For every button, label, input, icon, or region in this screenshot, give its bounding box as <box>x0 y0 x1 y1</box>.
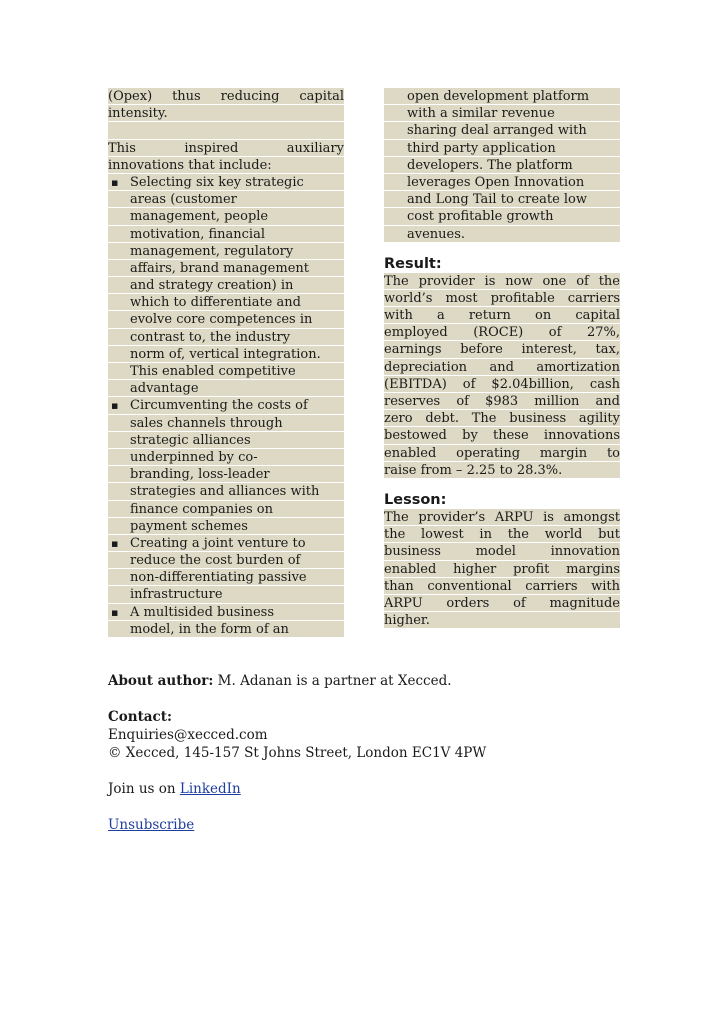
linkedin-link[interactable]: LinkedIn <box>179 781 241 797</box>
text-line: ARPU orders of magnitude <box>384 595 620 611</box>
contact-email: Enquiries@xecced.com <box>108 727 268 743</box>
text-line: enabled higher profit margins <box>384 561 620 577</box>
text-line: avenues. <box>384 226 620 243</box>
left-column <box>108 88 344 638</box>
text-line: depreciation and amortization <box>384 359 620 375</box>
text-line: underpinned by co- <box>108 449 344 466</box>
text-line: strategies and alliances with <box>108 483 344 500</box>
text-line: areas (customer <box>108 191 344 208</box>
bullet-square-icon: ▪ <box>111 175 119 189</box>
text-line: Selecting six key strategic <box>130 174 304 190</box>
bullet-item <box>108 604 344 621</box>
text-line: business model innovation <box>384 544 620 560</box>
text-line: This inspired auxiliary <box>108 140 344 156</box>
right-column <box>384 88 620 629</box>
text-line: and Long Tail to create low <box>384 191 620 208</box>
text-line: third party application <box>384 140 620 157</box>
text-line: zero debt. The business agility <box>384 411 620 427</box>
text-line: developers. The platform <box>384 157 620 174</box>
text-line: management, regulatory <box>108 243 344 260</box>
bullet-item <box>108 397 344 414</box>
text-line: the lowest in the world but <box>384 527 620 543</box>
text-line: with a similar revenue <box>384 105 620 122</box>
text-line: innovations that include: <box>108 157 344 174</box>
unsubscribe-link[interactable]: Unsubscribe <box>108 817 195 833</box>
about-text: M. Adanan is a partner at Xecced. <box>213 673 452 689</box>
result-heading: Result: <box>384 253 620 273</box>
text-line: The provider’s ARPU is amongst <box>384 509 620 525</box>
text-line: reserves of $983 million and <box>384 394 620 409</box>
blank-line <box>108 122 344 139</box>
address: © Xecced, 145-157 St Johns Street, London EC1V 4PW <box>108 745 487 761</box>
text-line: with a return on capital <box>384 308 620 324</box>
text-line: raise from – 2.25 to 28.3%. <box>384 462 620 479</box>
footer <box>108 672 628 834</box>
text-line: non-differentiating passive <box>108 569 344 586</box>
text-line: advantage <box>108 380 344 397</box>
text-line: than conventional carriers with <box>384 578 620 594</box>
bullet-item <box>108 174 344 191</box>
text-line: intensity. <box>108 105 344 122</box>
about-author <box>108 672 628 690</box>
text-line: norm of, vertical integration. <box>108 346 344 363</box>
text-line: (EBITDA) of $2.04billion, cash <box>384 376 620 392</box>
join-text: Join us on <box>108 781 180 797</box>
text-line: affairs, brand management <box>108 260 344 277</box>
text-line: evolve core competences in <box>108 311 344 328</box>
bullet-square-icon: ▪ <box>111 605 119 619</box>
join-line <box>108 780 628 798</box>
text-line: branding, loss-leader <box>108 466 344 483</box>
about-label: About author: <box>108 673 214 689</box>
text-line: earnings before interest, tax, <box>384 342 620 358</box>
text-line: (Opex) thus reducing capital <box>108 89 344 104</box>
text-line: infrastructure <box>108 586 344 603</box>
contact-label: Contact: <box>108 709 172 725</box>
text-line: world’s most profitable carriers <box>384 290 620 306</box>
text-line: The provider is now one of the <box>384 273 620 289</box>
text-line: payment schemes <box>108 518 344 535</box>
text-line: Circumventing the costs of <box>130 398 308 414</box>
text-line: higher. <box>384 612 620 629</box>
text-line: sharing deal arranged with <box>384 122 620 139</box>
text-line: model, in the form of an <box>108 621 344 638</box>
text-line: A multisided business <box>130 604 274 620</box>
lesson-heading: Lesson: <box>384 489 620 509</box>
text-line: bestowed by these innovations <box>384 428 620 444</box>
text-line: Creating a joint venture to <box>130 535 306 551</box>
text-line: motivation, financial <box>108 226 344 243</box>
bullet-item <box>108 535 344 552</box>
text-line: This enabled competitive <box>108 363 344 380</box>
text-line: reduce the cost burden of <box>108 552 344 569</box>
bullet-square-icon: ▪ <box>111 536 119 550</box>
text-line: strategic alliances <box>108 432 344 449</box>
bullet-square-icon: ▪ <box>111 399 119 413</box>
text-line: which to differentiate and <box>108 294 344 311</box>
text-line: sales channels through <box>108 415 344 432</box>
unsubscribe-line <box>108 816 628 834</box>
text-line: cost profitable growth <box>384 208 620 225</box>
text-line: enabled operating margin to <box>384 445 620 461</box>
text-line: leverages Open Innovation <box>384 174 620 191</box>
text-line: finance companies on <box>108 501 344 518</box>
text-line: employed (ROCE) of 27%, <box>384 325 620 341</box>
text-line: and strategy creation) in <box>108 277 344 294</box>
text-line: open development platform <box>384 88 620 105</box>
text-line: management, people <box>108 208 344 225</box>
text-line: contrast to, the industry <box>108 329 344 346</box>
